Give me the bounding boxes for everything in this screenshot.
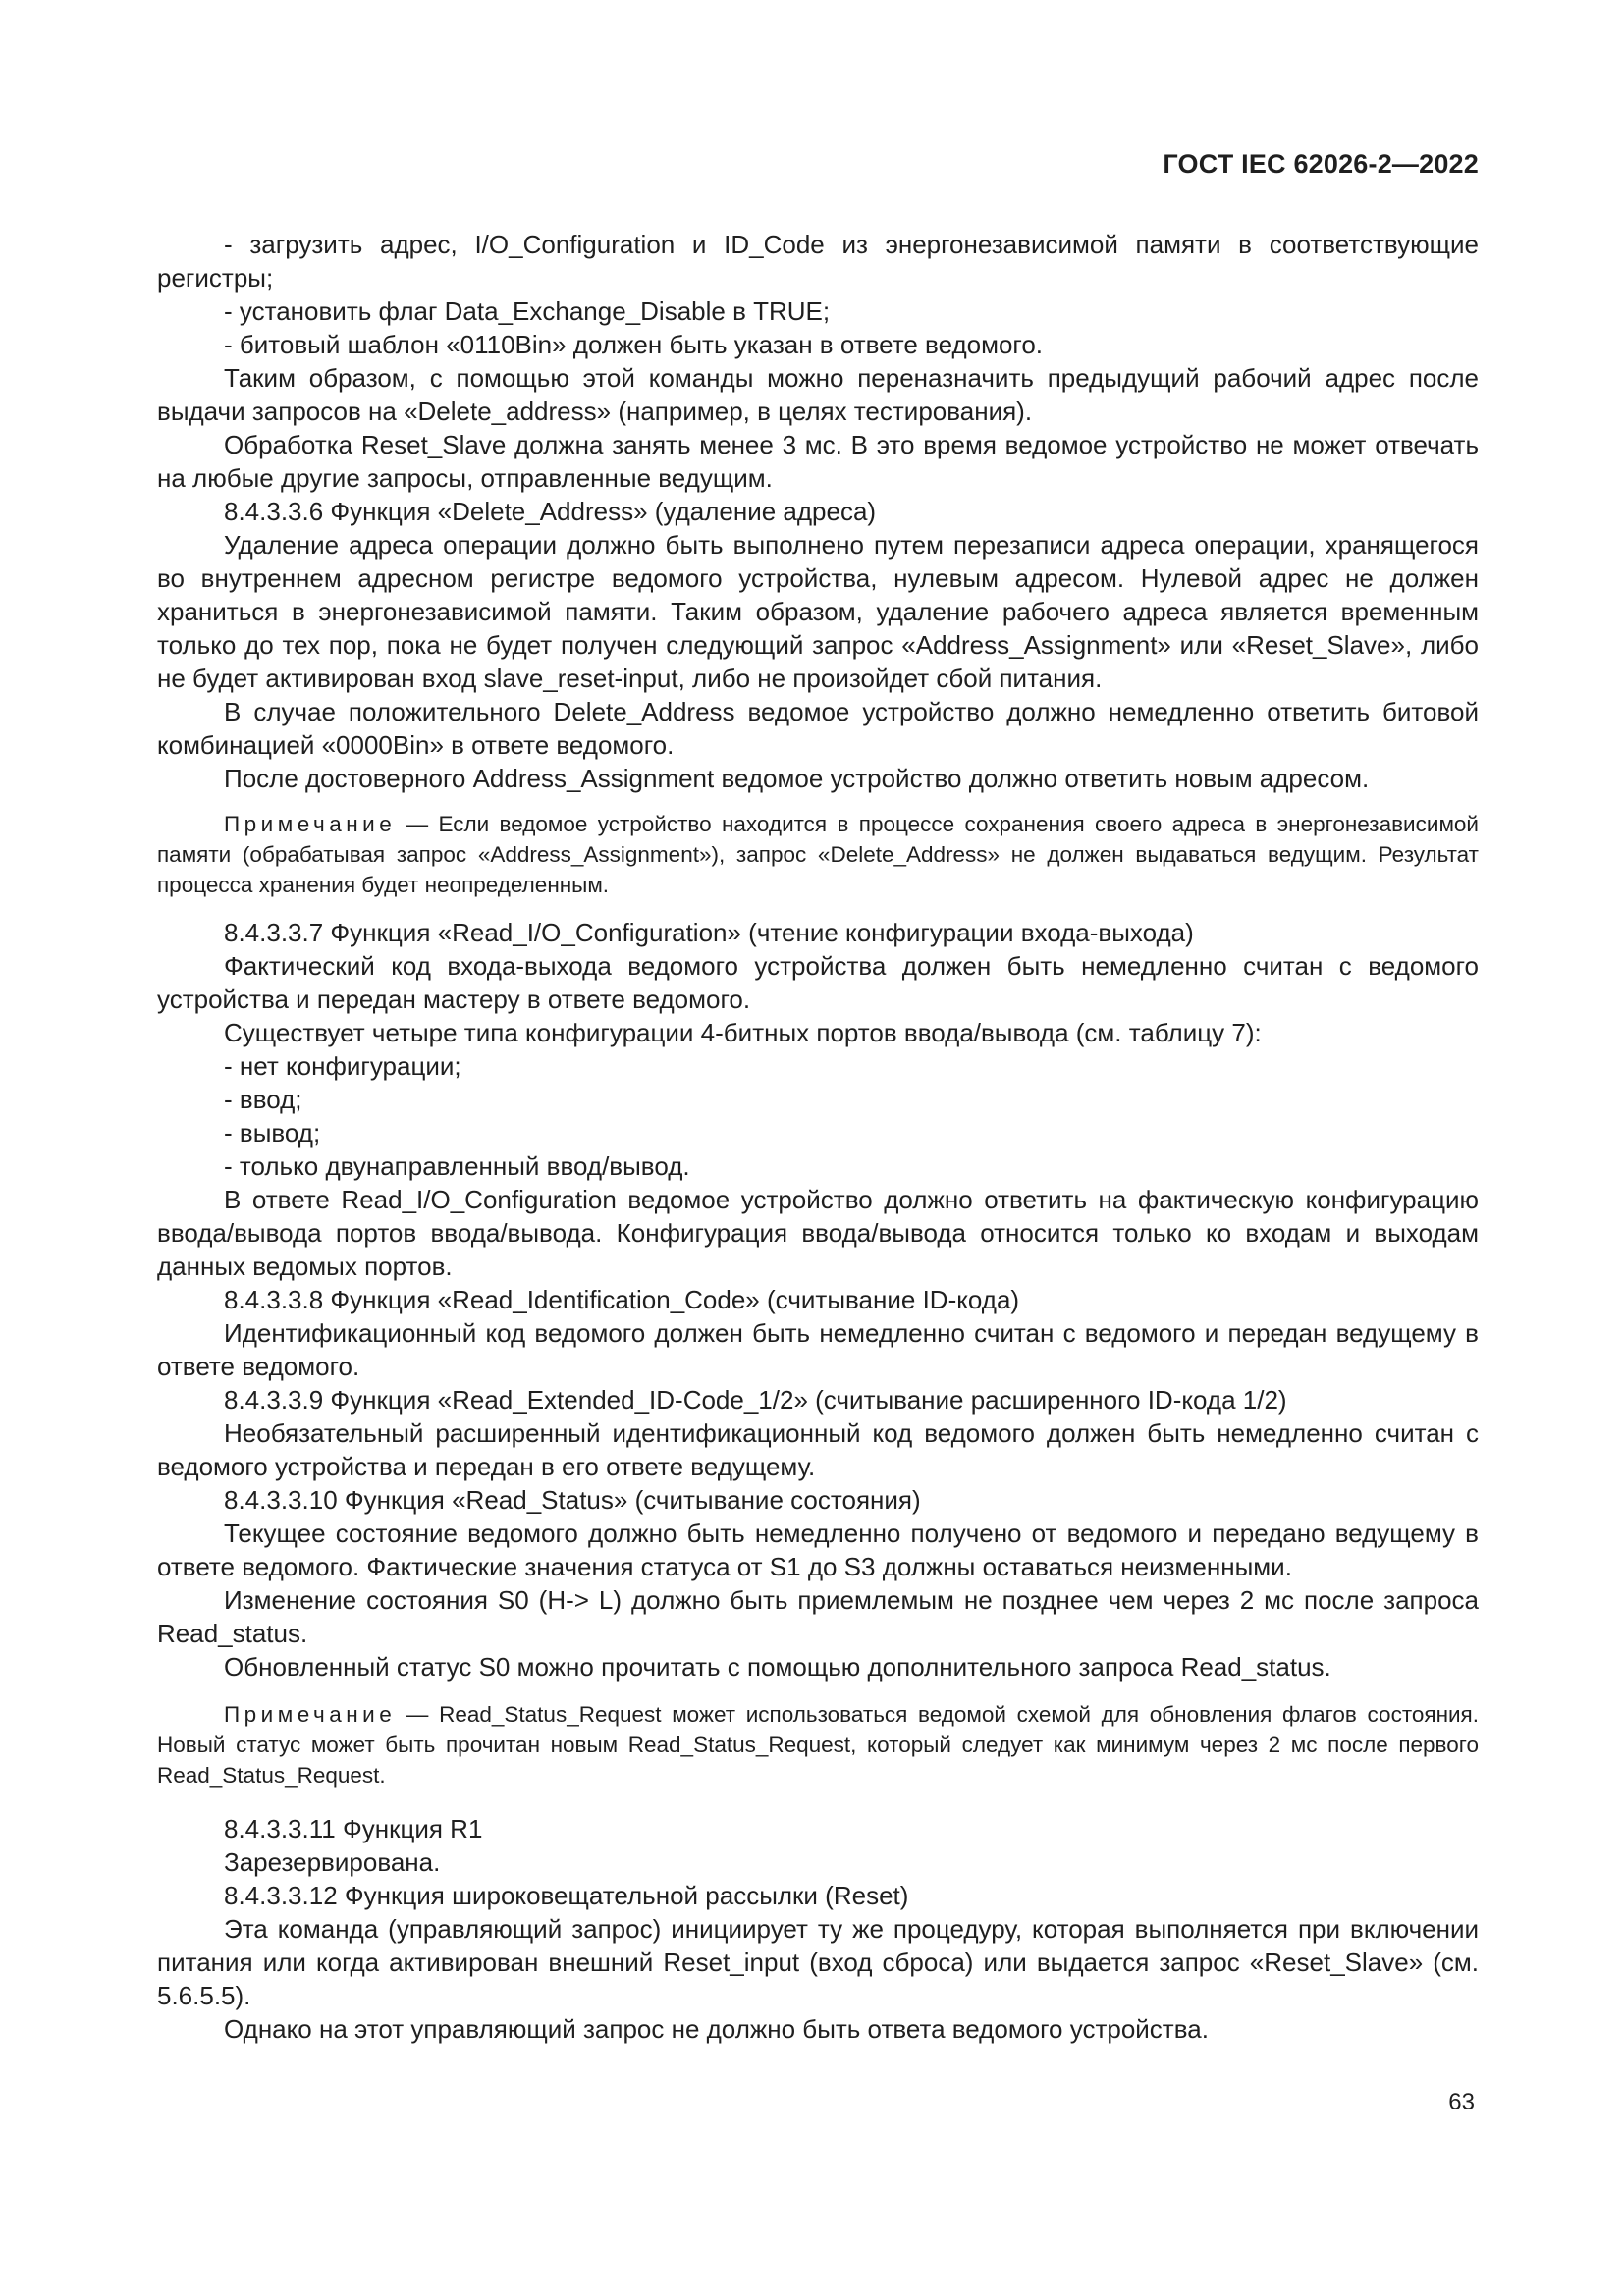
paragraph-status-change: Изменение состояния S0 (H-> L) должно быть приемлемым не позднее чем через 2 мс после запроса Read_status. <box>157 1585 1479 1648</box>
note-delete-address <box>157 809 1479 900</box>
paragraph-address-assignment-response: После достоверного Address_Assignment ведомое устройство должно ответить новым адресом. <box>224 764 1370 793</box>
list-item-load-address: - загрузить адрес, I/O_Configuration и ID_Code из энергонезависимой памяти в соответствующие регистры; <box>157 230 1479 293</box>
paragraph-updated-status: Обновленный статус S0 можно прочитать с помощью дополнительного запроса Read_status. <box>224 1652 1331 1682</box>
paragraph-reset-slave-timing: Обработка Reset_Slave должна занять менее 3 мс. В это время ведомое устройство не может отвечать на любые другие запросы, отправленные ведущим. <box>157 430 1479 493</box>
paragraph-io-code: Фактический код входа-выхода ведомого устройства должен быть немедленно считан с ведомого устройства и передан мастеру в ответе ведомого. <box>157 951 1479 1014</box>
note-label: Примечание <box>224 1702 397 1727</box>
paragraph-io-configuration-response: В ответе Read_I/O_Configuration ведомое устройство должно ответить на фактическую конфигурацию ввода/вывода портов ввода/вывода. Конфигурация ввода/вывода относится только ко входам и выходам данных ведомых портов. <box>157 1185 1479 1281</box>
section-heading-read-extended-id-code: 8.4.3.3.9 Функция «Read_Extended_ID-Code_1/2» (считывание расширенного ID-кода 1/2) <box>224 1385 1287 1415</box>
paragraph-io-types-intro: Существует четыре типа конфигурации 4-битных портов ввода/вывода (см. таблицу 7): <box>224 1018 1262 1047</box>
document-number-header: ГОСТ IEC 62026-2—2022 <box>1163 149 1479 179</box>
note-text: — Read_Status_Request может использоваться ведомой схемой для обновления флагов состояния. Новый статус может быть прочитан новым Read_Status_Request, который следует как минимум через 2 мс после первого Read_Status_Request. <box>157 1702 1479 1788</box>
section-heading-broadcast-reset: 8.4.3.3.12 Функция широковещательной рассылки (Reset) <box>224 1881 909 1910</box>
list-item-input: - ввод; <box>224 1085 302 1114</box>
list-item-bidirectional: - только двунаправленный ввод/вывод. <box>224 1151 690 1181</box>
paragraph-delete-address-response: В случае положительного Delete_Address ведомое устройство должно немедленно ответить битовой комбинацией «0000Bin» в ответе ведомого. <box>157 697 1479 760</box>
list-item-set-flag: - установить флаг Data_Exchange_Disable в TRUE; <box>224 296 831 326</box>
note-text: — Если ведомое устройство находится в процессе сохранения своего адреса в энергонезависимой памяти (обрабатывая запрос «Address_Assignment»), запрос «Delete_Address» не должен выдаваться ведущим. Результат процесса хранения будет неопределенным. <box>157 812 1479 897</box>
section-heading-read-io-configuration: 8.4.3.3.7 Функция «Read_I/O_Configuration» (чтение конфигурации входа-выхода) <box>224 918 1194 947</box>
paragraph-delete-address-description: Удаление адреса операции должно быть выполнено путем перезаписи адреса операции, хранящегося во внутреннем адресном регистре ведомого устройства, нулевым адресом. Нулевой адрес не должен храниться в энергонезависимой памяти. Таким образом, удаление рабочего адреса является временным только до тех пор, пока не будет получен следующий запрос «Address_Assignment» или «Reset_Slave», либо не будет активирован вход slave_reset-input, либо не произойдет сбой питания. <box>157 530 1479 693</box>
page-number: 63 <box>1448 2089 1475 2115</box>
paragraph-reassign-address: Таким образом, с помощью этой команды можно переназначить предыдущий рабочий адрес после выдачи запросов на «Delete_address» (например, в целях тестирования). <box>157 363 1479 426</box>
paragraph-broadcast-reset-description: Эта команда (управляющий запрос) инициирует ту же процедуру, которая выполняется при включении питания или когда активирован внешний Reset_input (вход сброса) или выдается запрос «Reset_Slave» (см. 5.6.5.5). <box>157 1914 1479 2010</box>
paragraph-extended-id-code: Необязательный расширенный идентификационный код ведомого должен быть немедленно считан с ведомого устройства и передан в его ответе ведущему. <box>157 1418 1479 1481</box>
paragraph-current-status: Текущее состояние ведомого должно быть немедленно получено от ведомого и передано ведущему в ответе ведомого. Фактические значения статуса от S1 до S3 должны оставаться неизменными. <box>157 1519 1479 1581</box>
paragraph-identification-code: Идентификационный код ведомого должен быть немедленно считан с ведомого и передан ведущему в ответе ведомого. <box>157 1318 1479 1381</box>
section-heading-delete-address: 8.4.3.3.6 Функция «Delete_Address» (удаление адреса) <box>224 497 877 526</box>
list-item-output: - вывод; <box>224 1118 321 1148</box>
note-label: Примечание <box>224 812 397 836</box>
section-heading-function-r1: 8.4.3.3.11 Функция R1 <box>224 1814 483 1843</box>
paragraph-no-response: Однако на этот управляющий запрос не должно быть ответа ведомого устройства. <box>224 2014 1209 2044</box>
section-heading-read-status: 8.4.3.3.10 Функция «Read_Status» (считывание состояния) <box>224 1485 921 1515</box>
note-read-status <box>157 1699 1479 1790</box>
list-item-no-configuration: - нет конфигурации; <box>224 1051 461 1081</box>
document-body <box>157 228 1479 2046</box>
paragraph-reserved: Зарезервирована. <box>224 1847 441 1877</box>
section-heading-read-identification-code: 8.4.3.3.8 Функция «Read_Identification_Code» (считывание ID-кода) <box>224 1285 1020 1314</box>
list-item-bit-pattern: - битовый шаблон «0110Bin» должен быть указан в ответе ведомого. <box>224 330 1044 359</box>
